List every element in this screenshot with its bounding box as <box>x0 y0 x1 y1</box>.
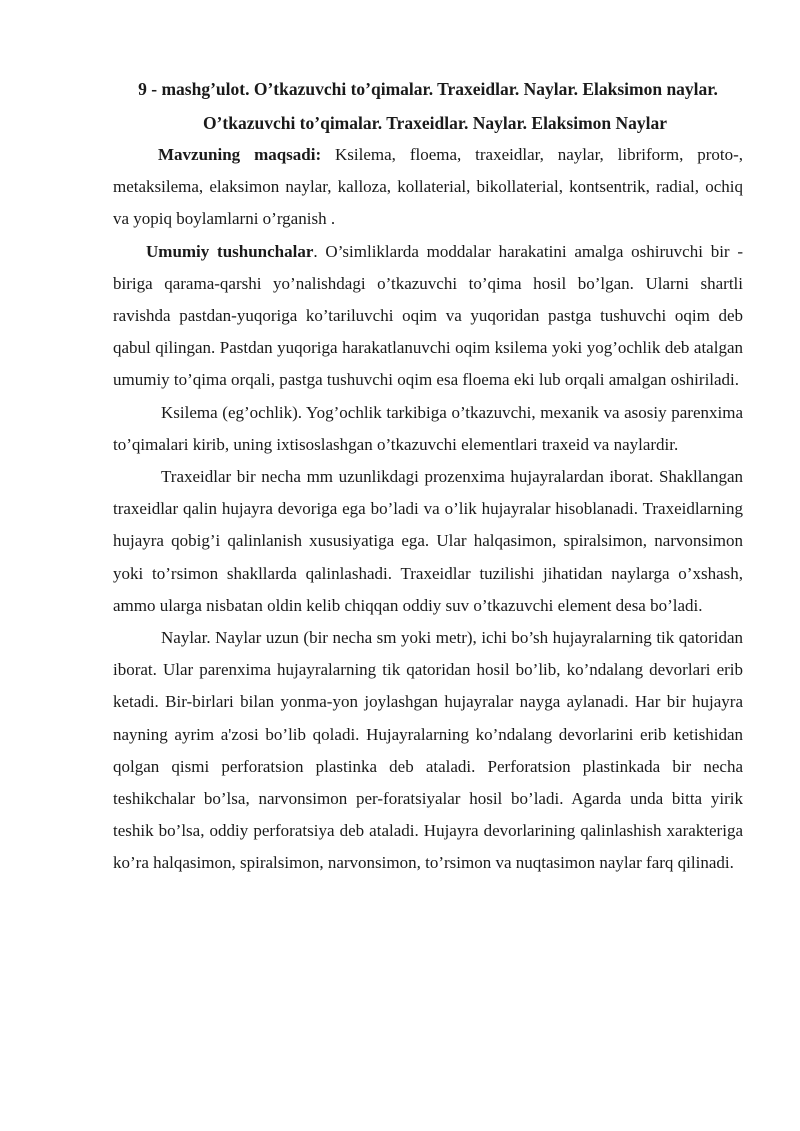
goal-text: Ksilema, floema, traxeidlar, naylar, libriform, proto-, metaksilema, elaksimon naylar, kalloza, kollaterial, bikollaterial, kontsentrik, radial, ochiq va yopiq boylamlarni o’rganish . <box>113 145 743 229</box>
document-title: 9 - mashg’ulot. O’tkazuvchi to’qimalar. Traxeidlar. Naylar. Elaksimon naylar. <box>138 79 718 99</box>
tracheids-paragraph: Traxeidlar bir necha mm uzunlikdagi prozenxima hujayralardan iborat. Shakllangan traxeidlar qalin hujayra devoriga ega bo’ladi va o’lik hujayralar hisoblanadi. Traxeidlarning hujayra qobig’i qalinlanish xususiyatiga ega. Ular halqasimon, spiralsimon, narvonsimon yoki to’rsimon shakllarda qalinlashadi. Traxeidlar tuzilishi jihatidan naylarga o’xshash, ammo ularga nisbatan oldin kelib chiqqan oddiy suv o’tkazuvchi element desa bo’ladi. <box>113 467 743 615</box>
goal-paragraph <box>113 139 743 236</box>
concepts-paragraph <box>113 236 743 397</box>
vessels-paragraph: Naylar. Naylar uzun (bir necha sm yoki metr), ichi bo’sh hujayralarning tik qatoridan iborat. Ular parenxima hujayralarning tik qatoridan hosil bo’lib, ko’ndalang devorlari erib ketadi. Bir-birlari bilan yonma-yon joylashgan hujayralar nayga aylanadi. Har bir hujayra nayning ayrim a'zosi bo’lib qoladi. Hujayralarning ko’ndalang devorlarini erib ketishidan qolgan qismi perforatsion plastinka deb ataladi. Perforatsion plastinkada bir necha teshikchalar bo’lsa, narvonsimon per-foratsiyalar hosil bo’ladi. Agarda unda bitta yirik teshik bo’lsa, oddiy perforatsiya deb ataladi. Hujayra devorlarining qalinlashish xarakteriga ko’ra halqasimon, spiralsimon, narvonsimon, to’rsimon va nuqtasimon naylar farq qilinadi. <box>113 628 743 873</box>
concepts-text: . O’simliklarda moddalar harakatini amalga oshiruvchi bir - biriga qarama-qarshi yo’nalishdagi o’tkazuvchi to’qima hosil bo’lgan. Ularni shartli ravishda pastdan-yuqoriga ko’tariluvchi oqim va yuqoridan pastga tushuvchi oqim deb qabul qilingan. Pastdan yuqoriga harakatlanuvchi oqim ksilema yoki yog’ochlik deb atalgan umumiy to’qima orqali, pastga tushuvchi oqim esa floema eki lub orqali amalgan oshiriladi. <box>113 241 744 390</box>
concepts-lead: Umumiy tushunchalar <box>146 241 314 261</box>
document-subtitle: O’tkazuvchi to’qimalar. Traxeidlar. Naylar. Elaksimon Naylar <box>202 113 668 133</box>
xylem-paragraph: Ksilema (eg’ochlik). Yog’ochlik tarkibiga o’tkazuvchi, mexanik va asosiy parenxima to’qimalari kirib, uning ixtisoslashgan o’tkazuvchi elementlari traxeid va naylardir. <box>113 402 743 454</box>
document-page <box>113 74 743 880</box>
goal-lead: Mavzuning maqsadi: <box>158 145 322 164</box>
